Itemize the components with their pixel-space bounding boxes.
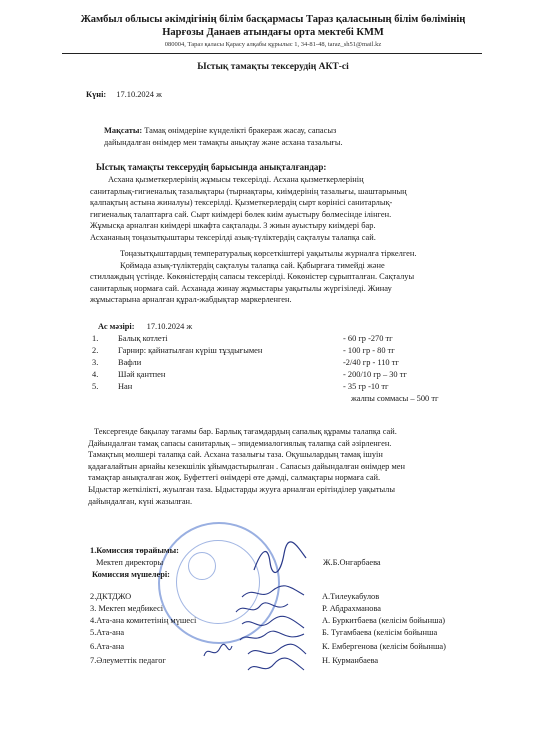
findings-paragraph-1 bbox=[90, 174, 482, 244]
menu-item-detail: - 100 гр - 80 тг bbox=[343, 346, 395, 355]
member-role: 5.Ата-ана bbox=[90, 628, 125, 637]
findings-heading: Ыстық тамақты тексерудің барысында анықталғандар: bbox=[96, 162, 327, 172]
member-name: А. Буркитбаева (келісім бойынша) bbox=[322, 616, 446, 625]
menu-total: жалпы соммасы – 500 тг bbox=[351, 394, 439, 403]
findings-line: жұмыстарына арналған құрал-жабдықтар маркерленген. bbox=[90, 295, 292, 305]
member-name: Р. Абдрахманова bbox=[322, 604, 382, 613]
header-address: 080004, Тараз қаласы Қарасу алқабы құрылыс 1, 34-81-48, taraz_sh51@mail.kz bbox=[164, 41, 382, 48]
findings-line: Қоймада азық-түліктердің сақталуы талапқа сай. Қабырғаға тимейді және bbox=[120, 260, 385, 270]
date-value: 17.10.2024 ж bbox=[116, 90, 162, 99]
menu-item-name: Вафли bbox=[118, 358, 142, 367]
conclusion-line: Тексергенде бақылау тағамы бар. Барлық тағамдардың сапалық құрамы талапқа сай. bbox=[94, 427, 397, 436]
stamp-center bbox=[188, 552, 216, 580]
findings-line: стиллаждың үстінде. Көкөністердің сапасы тексерілді. Көкөністер сұрыпталған. Сақталуы bbox=[90, 272, 415, 282]
document-title: Ыстық тамақты тексерудің АКТ-сі bbox=[197, 62, 349, 72]
menu-item-num: 2. bbox=[92, 346, 99, 355]
conclusion-line: дайындалған, күні жазылған. bbox=[88, 496, 193, 506]
member-role: 6.Ата-ана bbox=[90, 642, 125, 651]
conclusion-line: Ыдыстар жеткілікті, жуылған таза. Ыдыстарды жууға арналған ерітінділер уақытылы bbox=[88, 484, 395, 494]
header-line-2: Нарғозы Данаев атындағы орта мектебі КММ bbox=[162, 27, 384, 38]
conclusion-line: қадағалайтын арнайы кезекшілік ұйымдастырылған . Сапасыз дайындалған өнімдер мен bbox=[88, 461, 405, 471]
menu-date: 17.10.2024 ж bbox=[146, 322, 193, 331]
findings-line: санитарлық-гигиеналық тазалықтары (тырнақтары, киімдерінің тазалығы, шаштарының bbox=[90, 186, 407, 196]
purpose-label: Мақсаты: bbox=[104, 126, 143, 135]
signature-member-7 bbox=[244, 656, 308, 678]
conclusion-line: Тамақтың мөлшері талапқа сай. Асхана тазалығы таза. Оқушылардың тамақ ішуін bbox=[88, 450, 383, 460]
menu-item-num: 1. bbox=[92, 334, 99, 343]
purpose-row bbox=[104, 126, 336, 135]
menu-label: Ас мәзірі: bbox=[98, 322, 135, 331]
menu-header bbox=[98, 322, 192, 331]
conclusion-line: тамақтар анықталған жоқ. Буфеттегі өнімдері өте дәмді, салмақтары нормаға сай. bbox=[88, 473, 381, 483]
findings-line: Асхана қызметкерлерінің жұмысы тексерілді. Асхана қызметкерлерінің bbox=[108, 175, 364, 184]
member-role: 2.ДКТДЖО bbox=[90, 592, 132, 601]
menu-item-num: 5. bbox=[92, 382, 99, 391]
commission-chair-heading: 1.Комиссия төрайымы: bbox=[90, 546, 179, 555]
conclusion-paragraph bbox=[88, 426, 488, 507]
menu-item-detail: - 60 гр -270 тг bbox=[343, 334, 393, 343]
date-label: Күні: bbox=[86, 90, 107, 99]
purpose-line-1: Тамақ өнімдеріне күнделікті бракераж жасау, сапасыз bbox=[144, 126, 337, 135]
menu-item-name: Балық котлеті bbox=[118, 334, 168, 343]
menu-item-name: Гарнир: қайнатылған күріш тұздығымен bbox=[118, 346, 263, 355]
member-role: 3. Мектеп медбикесі bbox=[90, 604, 164, 613]
member-name: Н. Курманбаева bbox=[322, 656, 379, 665]
findings-paragraph-2 bbox=[90, 248, 482, 306]
conclusion-line: Дайындалған тамақ сапасы санитарлық – эпидемиалогиялық талапқа сай әзірленген. bbox=[88, 438, 392, 448]
purpose-line-2: дайындалған өнімдер мен тамақты анықтау және асхана тазалығы. bbox=[104, 138, 343, 147]
signature-director bbox=[250, 540, 310, 580]
member-name: Б. Тугамбаева (келісім бойынша bbox=[322, 628, 438, 637]
header-line-1: Жамбыл облысы әкімдігінің білім басқармасы Тараз қаласының білім бөлімінің bbox=[80, 14, 466, 25]
director-role: Мектеп директоры bbox=[96, 558, 164, 567]
member-name: А.Тилеукабулов bbox=[322, 592, 380, 601]
signature-member-6a bbox=[200, 640, 236, 664]
menu-item-detail: -2/40 гр - 110 тг bbox=[343, 358, 399, 367]
menu-item-num: 3. bbox=[92, 358, 99, 367]
member-name: К. Ембергенова (келісім бойынша) bbox=[322, 642, 446, 651]
findings-line: Асхананың тоңазытқыштары тексерілді азық-түліктердің сақталуы талапқа сай. bbox=[90, 232, 376, 242]
member-role: 7.Әлеуметтік педагог bbox=[90, 656, 166, 665]
menu-item-name: Шәй қантпен bbox=[118, 370, 166, 379]
menu-item-detail: - 35 гр -10 тг bbox=[343, 382, 389, 391]
member-role: 4.Ата-ана комитетінің мүшесі bbox=[90, 616, 197, 625]
findings-line: Тоңазытқыштардың температуралық көрсеткіштері уақытылы журналға тіркелген. bbox=[120, 249, 417, 258]
findings-line: санитарлық нормаға сай. Асханада жинау жұмыстары уақытылы жүргізіледі. Жинау bbox=[90, 283, 392, 293]
date-row bbox=[86, 90, 162, 99]
menu-item-num: 4. bbox=[92, 370, 99, 379]
menu-item-detail: - 200/10 гр – 30 тг bbox=[343, 370, 407, 379]
findings-line: гигиеналық талаптарға сай. Сырт киімдері бөлек киім ауыстыру бөлмесінде ілінген. bbox=[90, 209, 392, 219]
header-divider bbox=[62, 53, 482, 54]
findings-line: қалпақтың астына жиналуы) тексерілді. Қызметкерлердің сырт көрінісі санитарлық- bbox=[90, 198, 393, 208]
commission-members-heading: Комиссия мүшелері: bbox=[92, 570, 170, 579]
director-name: Ж.Б.Онгарбаева bbox=[323, 558, 381, 567]
findings-line: Жұмысқа арналған киімдері шкафта сақталады. 3 жиын ауыстыру киімдері бар. bbox=[90, 221, 376, 231]
menu-item-name: Нан bbox=[118, 382, 133, 391]
